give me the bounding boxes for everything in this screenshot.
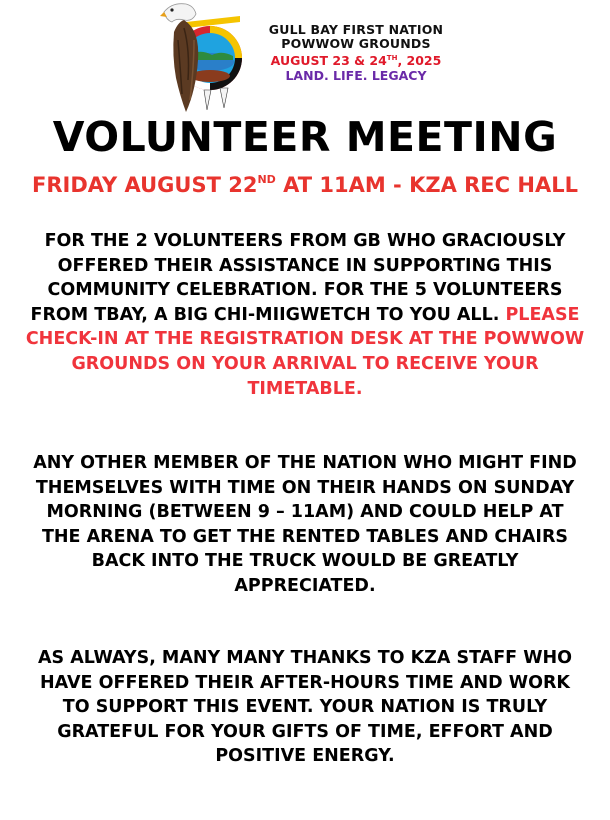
nation-name: GULL BAY FIRST NATION	[268, 22, 444, 37]
venue-name: POWWOW GROUNDS	[281, 36, 431, 51]
logo-header-text	[256, 23, 456, 83]
event-logo	[160, 0, 450, 118]
page-title: VOLUNTEER MEETING	[52, 113, 558, 161]
volunteer-thanks-text: FOR THE 2 VOLUNTEERS FROM GB WHO GRACIOUSLY OFFERED THEIR ASSISTANCE IN SUPPORTING THIS COMMUNITY CELEBRATION. FOR THE 5 VOLUNTEERS FROM TBAY, A BIG CHI-MIIGWETCH TO YOU ALL.	[30, 231, 566, 325]
eagle-logo-icon	[160, 0, 252, 116]
volunteer-thanks-paragraph	[25, 229, 585, 401]
event-dates: AUGUST 23 & 24TH, 2025	[270, 53, 442, 68]
event-tagline: LAND. LIFE. LEGACY	[285, 68, 427, 83]
check-in-instructions: PLEASE CHECK-IN AT THE REGISTRATION DESK AT THE POWWOW GROUNDS ON YOUR ARRIVAL TO RECEIVE YOUR TIMETABLE.	[25, 304, 585, 399]
sunday-help-paragraph: ANY OTHER MEMBER OF THE NATION WHO MIGHT FIND THEMSELVES WITH TIME ON THEIR HANDS ON SUNDAY MORNING (BETWEEN 9 – 11AM) AND COULD HELP AT THE ARENA TO GET THE RENTED TABLES AND CHAIRS BACK INTO THE TRUCK WOULD BE GREATLY APPRECIATED.	[33, 453, 577, 596]
staff-thanks-paragraph: AS ALWAYS, MANY MANY THANKS TO KZA STAFF WHO HAVE OFFERED THEIR AFTER-HOURS TIME AND WORK TO SUPPORT THIS EVENT. YOUR NATION IS TRULY GRATEFUL FOR YOUR GIFTS OF TIME, EFFORT AND POSITIVE ENERGY.	[37, 648, 573, 767]
meeting-details: FRIDAY AUGUST 22ND AT 11AM - KZA REC HALL	[32, 173, 578, 197]
